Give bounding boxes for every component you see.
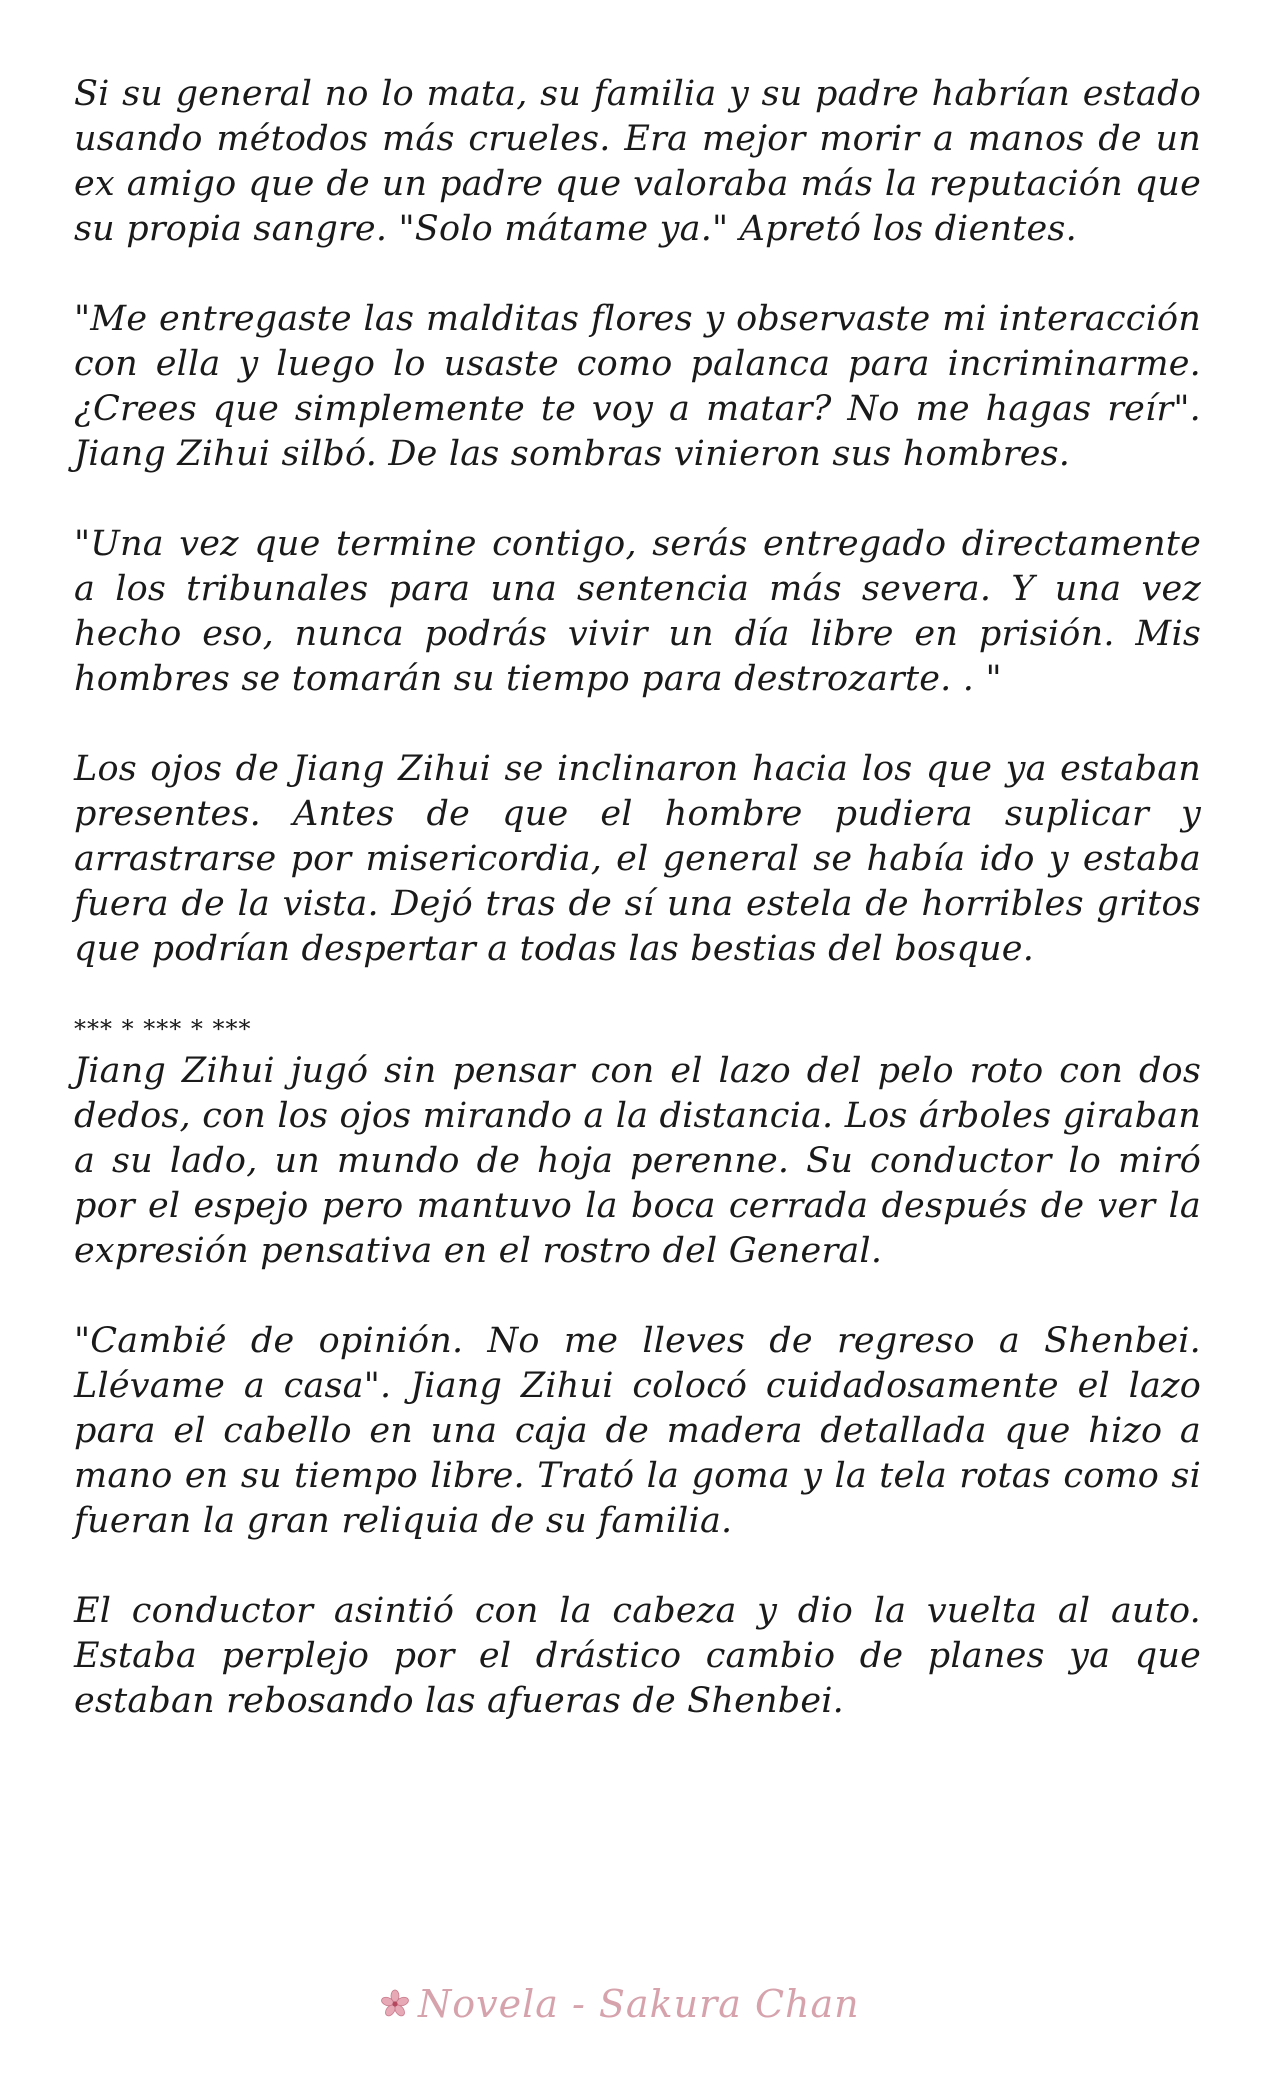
paragraph-5: Jiang Zihui jugó sin pensar con el lazo del pelo roto con dos dedos, con los ojos mirando a la distancia. Los árboles giraban a su lado, un mundo de hoja perenne. Su conductor lo miró por el espejo pero mantuvo la boca cerrada después de ver la expresión pensativa en el rostro del General. bbox=[74, 1051, 1201, 1271]
paragraph-1: Si su general no lo mata, su familia y su padre habrían estado usando métodos más crueles. Era mejor morir a manos de un ex amigo que de un padre que valoraba más la reputación que su propia sangre. "Solo mátame ya." Apretó los dientes. bbox=[74, 74, 1201, 249]
paragraph-4: Los ojos de Jiang Zihui se inclinaron hacia los que ya estaban presentes. Antes de que el hombre pudiera suplicar y arrastrarse por misericordia, el general se había ido y estaba fuera de la vista. Dejó tras de sí una estela de horribles gritos que podrían despertar a todas las bestias del bosque. bbox=[74, 749, 1201, 969]
paragraph-3: "Una vez que termine contigo, serás entregado directamente a los tribunales para una sentencia más severa. Y una vez hecho eso, nunca podrás vivir un día libre en prisión. Mis hombres se tomarán su tiempo para destrozarte. . " bbox=[74, 524, 1201, 699]
sakura-flower-icon bbox=[380, 1989, 410, 2019]
watermark bbox=[380, 1976, 860, 2032]
paragraph-6: "Cambié de opinión. No me lleves de regreso a Shenbei. Llévame a casa". Jiang Zihui colocó cuidadosamente el lazo para el cabello en una caja de madera detallada que hizo a mano en su tiempo libre. Trató la goma y la tela rotas como si fueran la gran reliquia de su familia. bbox=[74, 1321, 1201, 1541]
watermark-text: Novela - Sakura Chan bbox=[418, 1982, 860, 2026]
document-body bbox=[74, 72, 1201, 1724]
section-separator: *** * *** * *** bbox=[74, 1015, 252, 1043]
paragraph-2: "Me entregaste las malditas flores y observaste mi interacción con ella y luego lo usaste como palanca para incriminarme. ¿Crees que simplemente te voy a matar? No me hagas reír". Jiang Zihui silbó. De las sombras vinieron sus hombres. bbox=[74, 299, 1201, 474]
paragraph-7: El conductor asintió con la cabeza y dio la vuelta al auto. Estaba perplejo por el drástico cambio de planes ya que estaban rebosando las afueras de Shenbei. bbox=[74, 1591, 1201, 1721]
